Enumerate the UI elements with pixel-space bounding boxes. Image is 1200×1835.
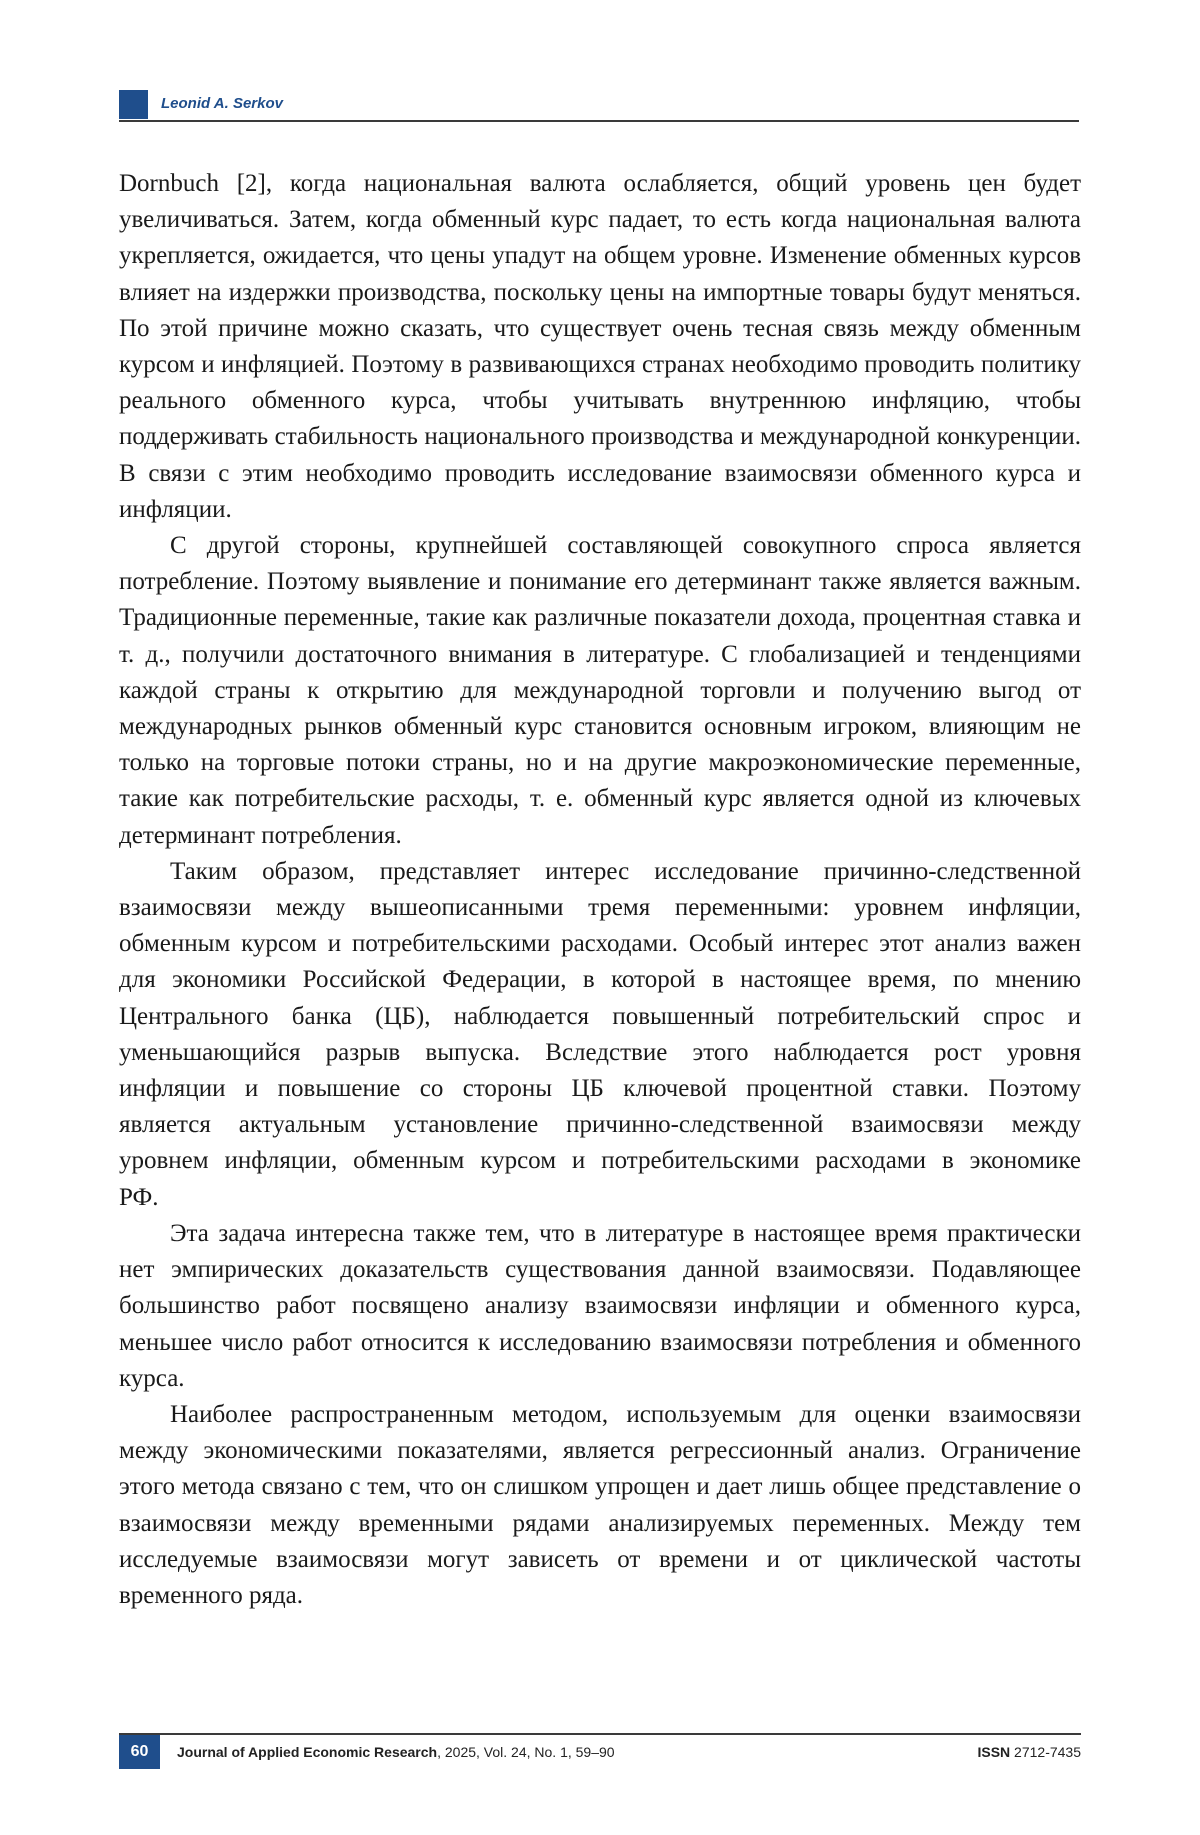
paragraph: Эта задача интересна также тем, что в литературе в настоящее время практически нет эмпирических доказательств существования данной взаимосвязи. Подавляющее большинство работ посвящено анализу взаимосвязи инфляции и обменного курса, меньшее число работ относится к исследованию взаимосвязи потребления и обменного курса. xyxy=(119,1216,1081,1397)
issn-value: 2712-7435 xyxy=(1010,1744,1081,1760)
journal-name: Journal of Applied Economic Research xyxy=(177,1744,437,1760)
citation-details: , 2025, Vol. 24, No. 1, 59–90 xyxy=(437,1744,614,1760)
paragraph: Dornbuch [2], когда национальная валюта ослабляется, общий уровень цен будет увеличиваться. Затем, когда обменный курс падает, то есть когда национальная валюта укрепляется, ожидается, что цены упадут на общем уровне. Изменение обменных курсов влияет на издержки производства, поскольку цены на импортные товары будут меняться. По этой причине можно сказать, что существует очень тесная связь между обменным курсом и инфляцией. Поэтому в развивающихся странах необходимо проводить политику реального обменного курса, чтобы учитывать внутреннюю инфляцию, чтобы поддерживать стабильность национального производства и международной конкуренции. В связи с этим необходимо проводить исследование взаимосвязи обменного курса и инфляции. xyxy=(119,166,1081,528)
header-author: Leonid A. Serkov xyxy=(161,94,283,114)
running-header xyxy=(119,90,1079,122)
paragraph: Наиболее распространенным методом, используемым для оценки взаимосвязи между экономическими показателями, является регрессионный анализ. Ограничение этого метода связано с тем, что он слишком упрощен и дает лишь общее представление о взаимосвязи между временными рядами анализируемых переменных. Между тем исследуемые взаимосвязи могут зависеть от времени и от циклической частоты временного ряда. xyxy=(119,1397,1081,1614)
issn xyxy=(977,1744,1081,1760)
article-body xyxy=(119,166,1081,1614)
page-number: 60 xyxy=(119,1735,160,1769)
paragraph: С другой стороны, крупнейшей составляющей совокупного спроса является потребление. Поэтому выявление и понимание его детерминант также является важным. Традиционные переменные, такие как различные показатели дохода, процентная ставка и т. д., получили достаточного внимания в литературе. С глобализацией и тенденциями каждой страны к открытию для международной торговли и получению выгод от международных рынков обменный курс становится основным игроком, влияющим не только на торговые потоки страны, но и на другие макроэкономические переменные, такие как потребительские расходы, т. е. обменный курс является одной из ключевых детерминант потребления. xyxy=(119,528,1081,854)
paragraph: Таким образом, представляет интерес исследование причинно-следственной взаимосвязи между вышеописанными тремя переменными: уровнем инфляции, обменным курсом и потребительскими расходами. Особый интерес этот анализ важен для экономики Российской Федерации, в которой в настоящее время, по мнению Центрального банка (ЦБ), наблюдается повышенный потребительский спрос и уменьшающийся разрыв выпуска. Вследствие этого наблюдается рост уровня инфляции и повышение со стороны ЦБ ключевой процентной ставки. Поэтому является актуальным установление причинно-следственной взаимосвязи между уровнем инфляции, обменным курсом и потребительскими расходами в экономике РФ. xyxy=(119,854,1081,1216)
issn-label: ISSN xyxy=(977,1744,1010,1760)
page-footer xyxy=(119,1733,1081,1769)
journal-citation xyxy=(177,1744,615,1760)
header-accent-square xyxy=(119,90,148,119)
